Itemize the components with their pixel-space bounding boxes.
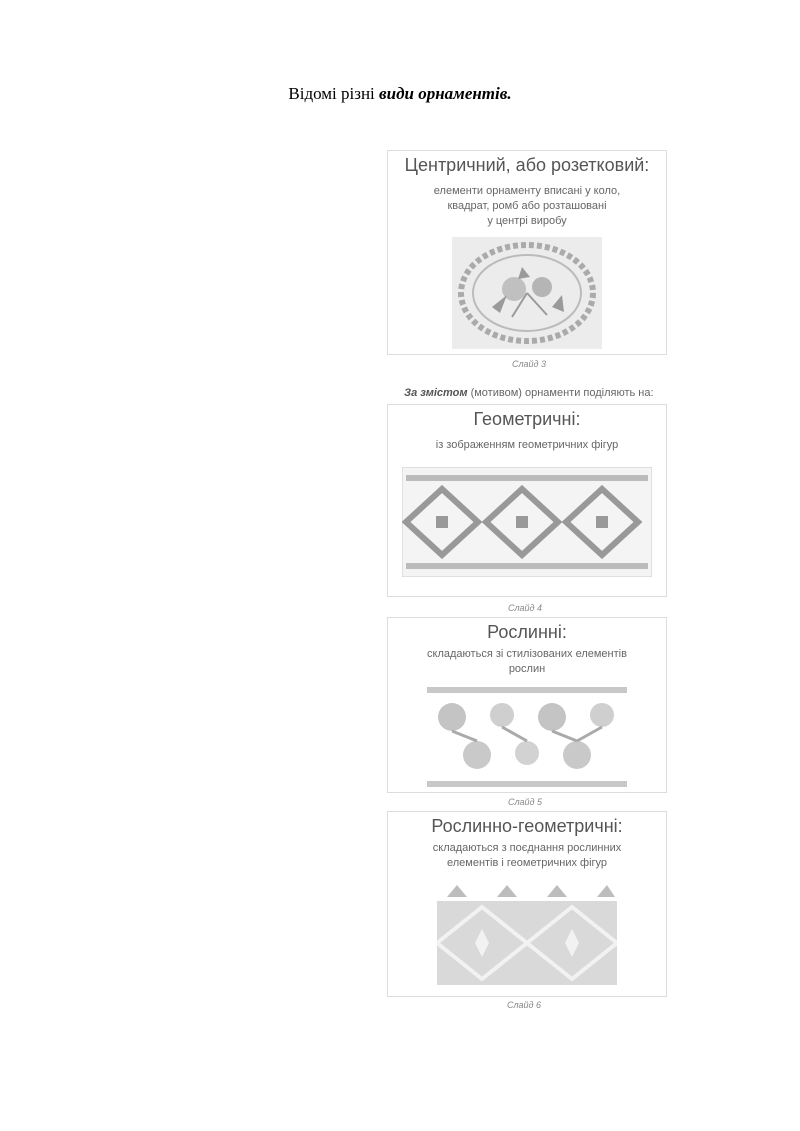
desc-line: елементів і геометричних фігур bbox=[446, 857, 608, 869]
desc-line: складаються з поєднання рослинних bbox=[432, 842, 622, 854]
desc-line: у центрі виробу bbox=[487, 215, 567, 227]
slide-caption: Слайд 6 bbox=[506, 1000, 542, 1010]
slide-caption: Слайд 5 bbox=[507, 797, 543, 807]
floral-geometric-ornament-image bbox=[437, 879, 617, 989]
slide-title: Рослинно-геометричні: bbox=[431, 816, 623, 836]
slide-description bbox=[388, 184, 666, 229]
heading-plain: Відомі різні bbox=[288, 84, 380, 103]
slide-description bbox=[388, 647, 666, 677]
desc-line: рослин bbox=[508, 663, 546, 675]
slide-description bbox=[388, 841, 666, 871]
rosette-ornament-image bbox=[452, 237, 602, 349]
slide-title: Центричний, або розетковий: bbox=[404, 155, 650, 175]
slide-floral-geometric bbox=[387, 811, 667, 997]
slide-centric bbox=[387, 150, 667, 355]
slide-title: Геометричні: bbox=[473, 409, 581, 429]
slide-geometric bbox=[387, 404, 667, 597]
slide-floral bbox=[387, 617, 667, 793]
heading-emphasis: види орнаментів. bbox=[379, 84, 512, 103]
slide-title: Рослинні: bbox=[487, 622, 567, 642]
intro-line bbox=[404, 387, 654, 399]
desc-line: елементи орнаменту вписані у коло, bbox=[433, 185, 621, 197]
slide-caption: Слайд 3 bbox=[511, 359, 547, 369]
page-heading bbox=[0, 84, 800, 104]
geometric-ornament-image bbox=[402, 467, 652, 577]
intro-bold: За змістом bbox=[404, 387, 468, 399]
desc-line: із зображенням геометричних фігур bbox=[435, 439, 619, 451]
slide-description bbox=[388, 438, 666, 453]
desc-line: квадрат, ромб або розташовані bbox=[447, 200, 607, 212]
slide-caption: Слайд 4 bbox=[507, 603, 543, 613]
floral-ornament-image bbox=[427, 687, 627, 787]
intro-rest: (мотивом) орнаменти поділяють на: bbox=[467, 387, 654, 399]
desc-line: складаються зі стилізованих елементів bbox=[427, 648, 627, 660]
